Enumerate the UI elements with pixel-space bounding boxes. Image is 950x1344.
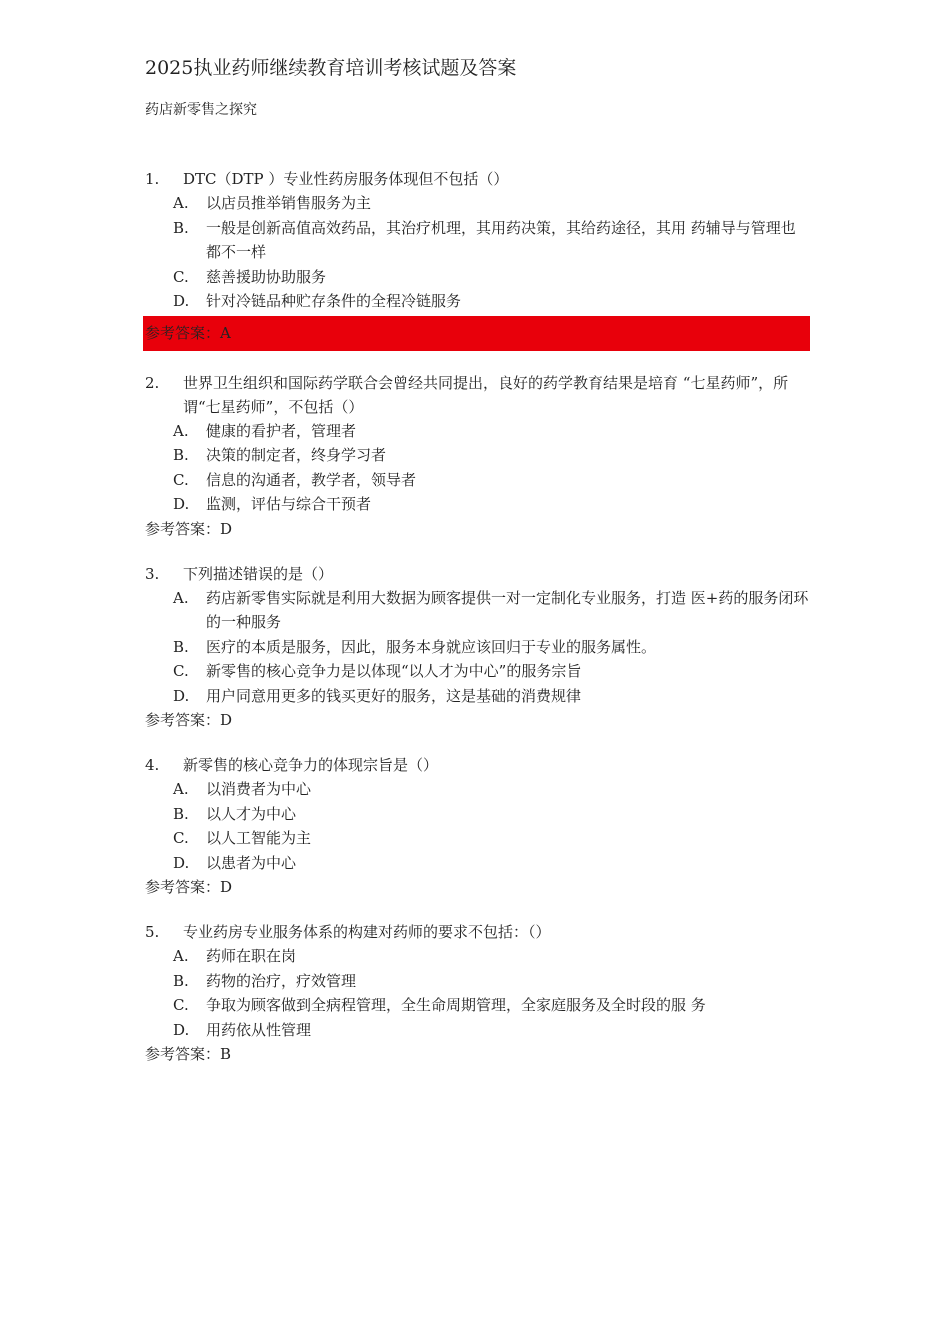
option-b bbox=[145, 969, 810, 994]
option-key: C. bbox=[173, 470, 189, 489]
option-c bbox=[145, 993, 810, 1018]
option-key: B. bbox=[173, 804, 189, 823]
option-text: 以人才为中心 bbox=[206, 804, 297, 823]
question-text: 世界卫生组织和国际药学联合会曾经共同提出，良好的药学教育结果是培育 “七星药师”，所谓“七星药师”，不包括（） bbox=[183, 373, 789, 416]
option-text: 新零售的核心竞争力是以体现“以人才为中心”的服务宗旨 bbox=[206, 662, 582, 680]
option-key: A. bbox=[173, 947, 189, 965]
option-list bbox=[145, 777, 810, 875]
option-key: D. bbox=[173, 853, 190, 872]
answer-highlighted: 参考答案：A bbox=[143, 316, 810, 351]
option-b bbox=[145, 216, 810, 265]
option-text: 用户同意用更多的钱买更好的服务，这是基础的消费规律 bbox=[206, 686, 582, 705]
question-stem bbox=[145, 561, 810, 586]
option-text: 药店新零售实际就是利用大数据为顾客提供一对一定制化专业服务，打造 医+药的服务闭环的一种服务 bbox=[206, 588, 809, 631]
option-a bbox=[145, 944, 810, 969]
option-key: A. bbox=[173, 588, 189, 607]
option-text: 信息的沟通者，教学者，领导者 bbox=[206, 470, 417, 489]
option-list bbox=[145, 191, 810, 314]
option-a bbox=[145, 586, 810, 635]
option-key: D. bbox=[173, 495, 190, 513]
question-text: 专业药房专业服务体系的构建对药师的要求不包括：（） bbox=[183, 923, 551, 941]
option-text: 一般是创新高值高效药品，其治疗机理，其用药决策，其给药途径，其用 药辅导与管理也都不一样 bbox=[206, 218, 796, 261]
question-stem bbox=[145, 166, 810, 191]
option-d bbox=[145, 289, 810, 314]
option-key: C. bbox=[173, 829, 189, 847]
option-key: C. bbox=[173, 662, 189, 680]
option-d bbox=[145, 684, 810, 709]
option-text: 监测，评估与综合干预者 bbox=[206, 495, 372, 513]
option-text: 以患者为中心 bbox=[206, 853, 297, 872]
question-3 bbox=[145, 561, 810, 734]
question-1 bbox=[145, 166, 810, 351]
option-list bbox=[145, 944, 810, 1042]
answer: 参考答案：B bbox=[145, 1045, 232, 1063]
option-key: A. bbox=[173, 780, 189, 798]
question-number: 3. bbox=[145, 564, 160, 583]
question-text: DTC（DTP ）专业性药房服务体现但不包括（） bbox=[183, 170, 509, 188]
question-stem bbox=[145, 752, 810, 777]
option-c bbox=[145, 265, 810, 290]
question-number: 2. bbox=[145, 373, 160, 392]
question-text: 下列描述错误的是（） bbox=[183, 564, 334, 583]
option-a bbox=[145, 777, 810, 802]
option-c bbox=[145, 659, 810, 684]
option-key: B. bbox=[173, 446, 189, 464]
document-subtitle: 药店新零售之探究 bbox=[145, 102, 257, 118]
option-key: C. bbox=[173, 996, 189, 1014]
option-text: 药师在职在岗 bbox=[206, 947, 297, 965]
question-2 bbox=[145, 370, 810, 542]
option-c bbox=[145, 468, 810, 493]
option-key: A. bbox=[173, 421, 189, 440]
option-b bbox=[145, 802, 810, 827]
option-b bbox=[145, 443, 810, 468]
question-stem bbox=[145, 919, 810, 944]
option-a bbox=[145, 191, 810, 216]
option-text: 以店员推举销售服务为主 bbox=[206, 194, 372, 212]
option-a bbox=[145, 419, 810, 444]
option-text: 用药依从性管理 bbox=[206, 1020, 312, 1039]
option-list bbox=[145, 586, 810, 709]
question-list bbox=[145, 166, 810, 1086]
option-text: 以消费者为中心 bbox=[206, 780, 312, 798]
option-d bbox=[145, 1018, 810, 1043]
question-text: 新零售的核心竞争力的体现宗旨是（） bbox=[183, 756, 439, 774]
document-title: 2025执业药师继续教育培训考核试题及答案 bbox=[145, 57, 517, 79]
option-text: 医疗的本质是服务，因此，服务本身就应该回归于专业的服务属性。 bbox=[206, 637, 657, 656]
option-text: 药物的治疗，疗效管理 bbox=[206, 971, 357, 990]
option-text: 针对冷链品种贮存条件的全程冷链服务 bbox=[206, 292, 462, 310]
option-key: D. bbox=[173, 292, 190, 310]
option-b bbox=[145, 635, 810, 660]
answer: 参考答案：D bbox=[145, 519, 233, 538]
option-key: B. bbox=[173, 971, 189, 990]
option-key: C. bbox=[173, 267, 189, 286]
option-text: 以人工智能为主 bbox=[206, 829, 312, 847]
option-key: A. bbox=[173, 194, 189, 212]
option-key: D. bbox=[173, 686, 190, 705]
option-text: 争取为顾客做到全病程管理，全生命周期管理，全家庭服务及全时段的服 务 bbox=[206, 996, 706, 1014]
question-number: 1. bbox=[145, 170, 160, 188]
option-d bbox=[145, 492, 810, 517]
question-4 bbox=[145, 752, 810, 900]
option-key: B. bbox=[173, 218, 189, 237]
option-key: D. bbox=[173, 1020, 190, 1039]
question-number: 5. bbox=[145, 923, 160, 941]
option-text: 健康的看护者，管理者 bbox=[206, 421, 357, 440]
question-stem bbox=[145, 370, 810, 419]
option-text: 决策的制定者，终身学习者 bbox=[206, 446, 387, 464]
question-number: 4. bbox=[145, 756, 160, 774]
option-text: 慈善援助协助服务 bbox=[206, 267, 327, 286]
option-list bbox=[145, 419, 810, 517]
option-d bbox=[145, 851, 810, 876]
question-5 bbox=[145, 919, 810, 1067]
option-key: B. bbox=[173, 637, 189, 656]
answer: 参考答案：D bbox=[145, 711, 233, 729]
option-c bbox=[145, 826, 810, 851]
answer: 参考答案：D bbox=[145, 878, 233, 896]
